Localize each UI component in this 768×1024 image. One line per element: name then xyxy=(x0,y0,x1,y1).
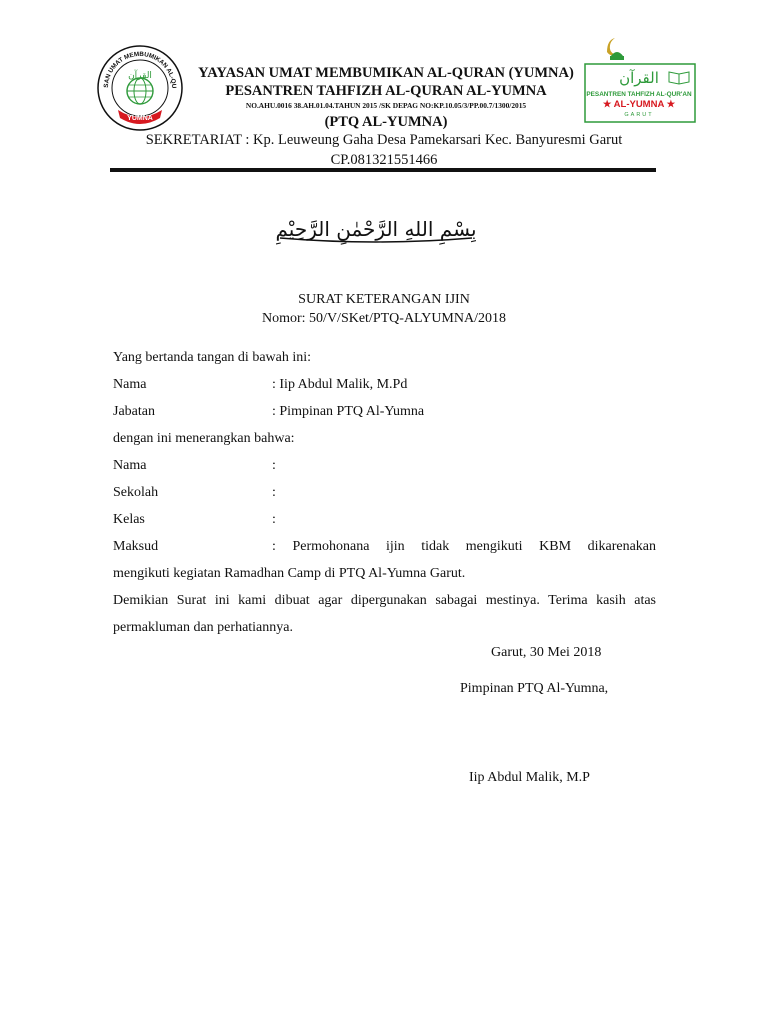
header-registration-number: NO.AHU.0016 38.AH.01.04.TAHUN 2015 /SK DEPAG NO:KP.10.05/3/PP.00.7/1300/2015 xyxy=(245,101,527,110)
mosque-dome-icon xyxy=(607,38,624,60)
signature-name: Iip Abdul Malik, M.P xyxy=(469,770,590,785)
book-icon xyxy=(669,72,689,84)
letter-title: SURAT KETERANGAN IJIN xyxy=(298,292,470,307)
class-value: : xyxy=(272,512,276,527)
student-name-label: Nama xyxy=(113,458,147,473)
header-abbreviation: (PTQ AL-YUMNA) xyxy=(324,114,448,130)
logo-ring-text: SAN UMAT MEMBUMIKAN AL-QU xyxy=(102,50,178,89)
signer-name-value: : Iip Abdul Malik, M.Pd xyxy=(272,377,408,392)
statement-text: dengan ini menerangkan bahwa: xyxy=(113,431,295,446)
purpose-value-line1: : Permohonana ijin tidak mengikuti KBM dikarenakan xyxy=(272,539,656,554)
intro-text: Yang bertanda tangan di bawah ini: xyxy=(113,350,312,365)
logo-right-line2: ★ AL-YUMNA ★ xyxy=(602,99,676,110)
logo-right-line1: PESANTREN TAHFIZH AL-QUR'AN xyxy=(586,91,692,98)
logo-right-line3: GARUT xyxy=(624,112,654,118)
signature-title: Pimpinan PTQ Al-Yumna, xyxy=(460,681,609,696)
header-phone: CP.081321551466 xyxy=(330,152,438,168)
closing-text-line1: Demikian Surat ini kami dibuat agar dipergunakan sabagai mestinya. Terima kasih atas xyxy=(113,593,656,608)
pesantren-logo xyxy=(583,36,697,124)
header-divider xyxy=(110,168,656,172)
school-label: Sekolah xyxy=(113,485,159,500)
student-name-value: : xyxy=(272,458,276,473)
signer-name-label: Nama xyxy=(113,377,147,392)
yayasan-logo xyxy=(96,44,184,132)
signer-position-label: Jabatan xyxy=(113,404,155,419)
basmala-calligraphy xyxy=(276,212,476,248)
purpose-label: Maksud xyxy=(113,539,159,554)
logo-left-yumna: YUMNA xyxy=(127,115,153,122)
header-school-name: PESANTREN TAHFIZH AL-QURAN AL-YUMNA xyxy=(225,83,547,99)
purpose-value-line2: mengikuti kegiatan Ramadhan Camp di PTQ Al-Yumna Garut. xyxy=(113,566,466,581)
logo-right-arabic: القرآن xyxy=(619,69,659,87)
header-secretariat-address: SEKRETARIAT : Kp. Leuweung Gaha Desa Pamekarsari Kec. Banyuresmi Garut xyxy=(145,132,623,148)
place-date: Garut, 30 Mei 2018 xyxy=(491,645,602,660)
class-label: Kelas xyxy=(113,512,145,527)
closing-text-line2: permakluman dan perhatiannya. xyxy=(113,620,293,635)
basmala-text: بِسْمِ اللهِ الرَّحْمٰنِ الرَّحِيْمِ xyxy=(276,217,476,241)
header-foundation-name: YAYASAN UMAT MEMBUMIKAN AL-QURAN (YUMNA) xyxy=(198,65,574,81)
signer-position-value: : Pimpinan PTQ Al-Yumna xyxy=(272,404,425,419)
letter-number: Nomor: 50/V/SKet/PTQ-ALYUMNA/2018 xyxy=(262,311,506,326)
school-value: : xyxy=(272,485,276,500)
logo-left-arabic: القرآن xyxy=(128,71,152,81)
